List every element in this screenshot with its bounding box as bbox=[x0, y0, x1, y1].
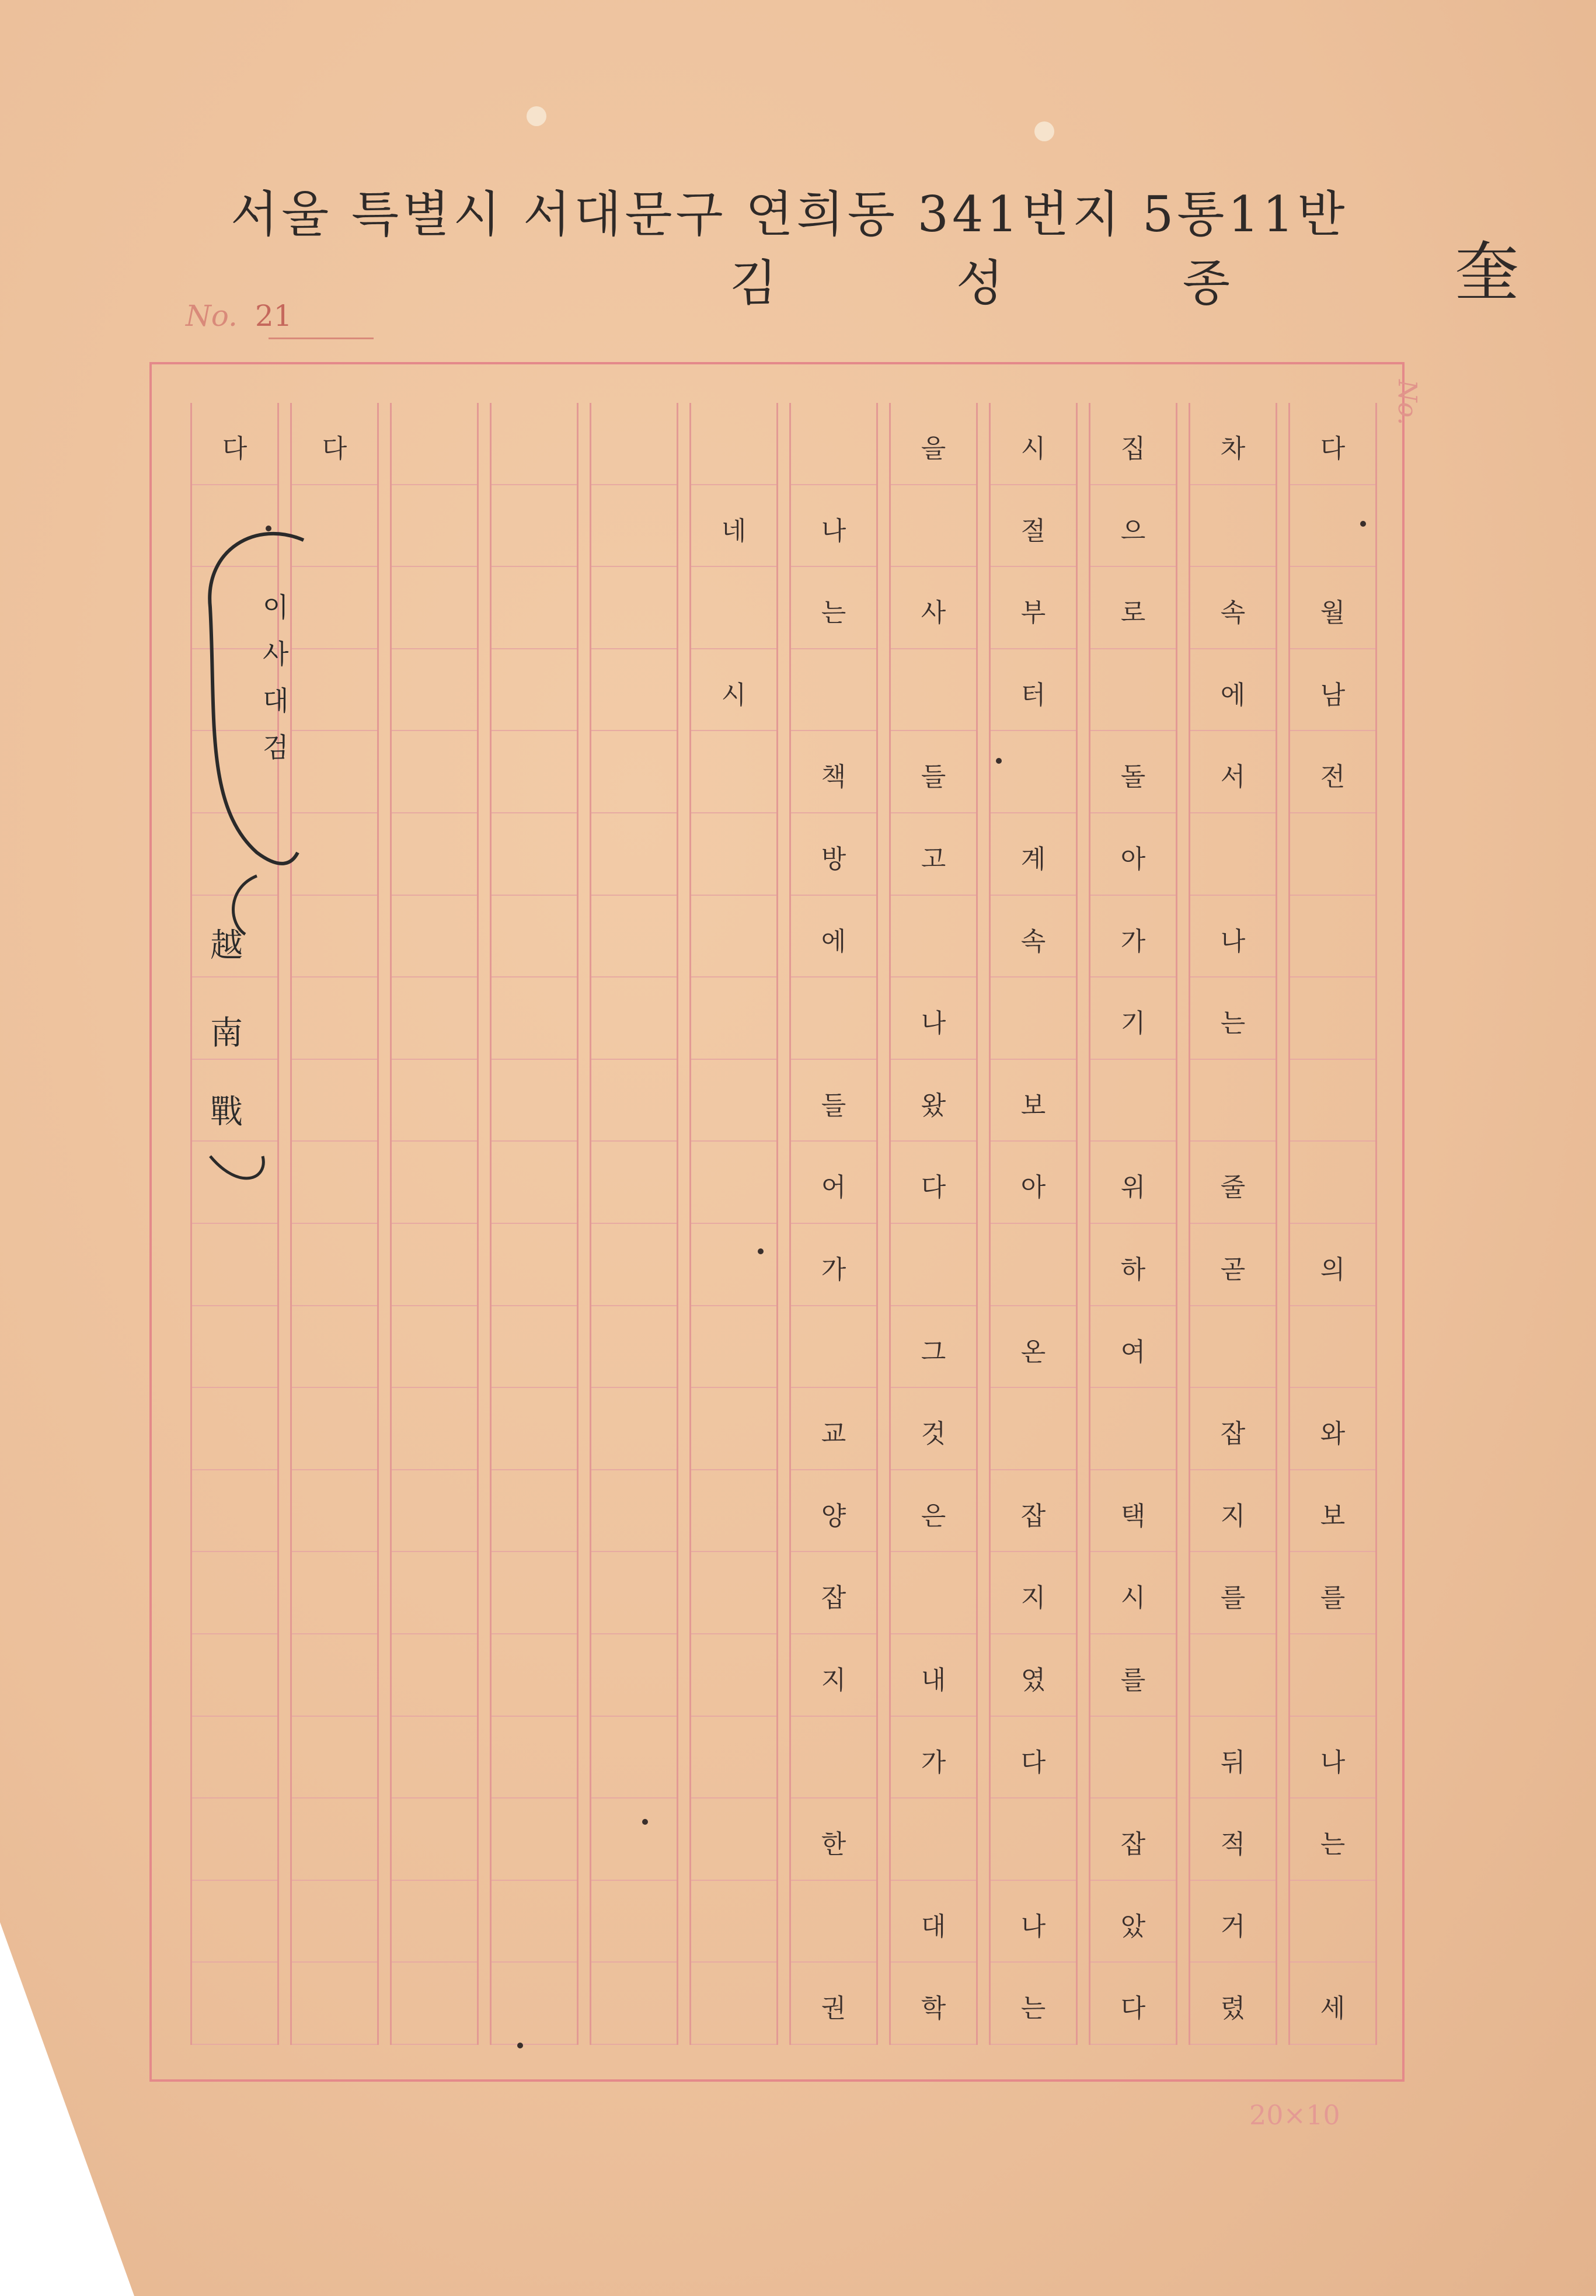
grid-character: 잡 bbox=[821, 1583, 846, 1613]
grid-cell bbox=[192, 1881, 277, 1963]
grid-cell bbox=[492, 485, 577, 568]
grid-cell bbox=[192, 1634, 277, 1717]
grid-cell bbox=[192, 1717, 277, 1799]
grid-character: 지 bbox=[1020, 1583, 1046, 1613]
grid-character: 에 bbox=[821, 926, 846, 956]
grid-character: 터 bbox=[1020, 680, 1046, 710]
grid-cell bbox=[292, 1388, 377, 1470]
grid-cell bbox=[292, 1881, 377, 1963]
grid-cell bbox=[492, 1306, 577, 1389]
grid-cell bbox=[591, 1881, 677, 1963]
grid-cell bbox=[891, 1798, 976, 1881]
grid-cell bbox=[392, 649, 477, 732]
grid-character: 나 bbox=[1020, 1911, 1046, 1942]
grid-character: 렸 bbox=[1220, 1994, 1246, 2024]
grid-cell bbox=[791, 1306, 876, 1389]
grid-cell bbox=[492, 1881, 577, 1963]
author-name: 김 성 종 bbox=[730, 255, 1312, 312]
grid-character: 절 bbox=[1020, 516, 1046, 546]
grid-cell bbox=[591, 485, 677, 568]
grid-cell bbox=[392, 1388, 477, 1470]
grid-character: 으 bbox=[1120, 516, 1146, 546]
grid-character: 속 bbox=[1020, 926, 1046, 956]
grid-character: 전 bbox=[1320, 762, 1346, 792]
ink-dot bbox=[758, 1248, 764, 1254]
grid-cell bbox=[791, 403, 876, 485]
grid-character: 여 bbox=[1120, 1337, 1146, 1367]
grid-cell bbox=[292, 1224, 377, 1306]
grid-cell bbox=[591, 567, 677, 649]
grid-cell bbox=[591, 649, 677, 732]
grid-cell bbox=[691, 1798, 776, 1881]
hanja-char: 南 bbox=[210, 1014, 243, 1052]
grid-cell bbox=[591, 1717, 677, 1799]
grid-character: 월 bbox=[1320, 598, 1346, 628]
grid-character: 적 bbox=[1220, 1829, 1246, 1860]
grid-character: 시 bbox=[1120, 1583, 1146, 1613]
grid-cell bbox=[1290, 896, 1375, 978]
grid-cell bbox=[492, 1142, 577, 1224]
grid-cell bbox=[492, 1388, 577, 1470]
grid-character: 다 bbox=[921, 1173, 946, 1203]
grid-character: 은 bbox=[921, 1501, 946, 1531]
grid-character: 택 bbox=[1120, 1501, 1146, 1531]
grid-column bbox=[889, 403, 978, 2045]
grid-character: 사 bbox=[921, 598, 946, 628]
grid-cell bbox=[492, 1717, 577, 1799]
grid-cell bbox=[591, 813, 677, 896]
grid-character: 가 bbox=[921, 1747, 946, 1777]
grid-character: 어 bbox=[821, 1173, 846, 1203]
grid-cell bbox=[591, 1224, 677, 1306]
grid-character: 를 bbox=[1320, 1583, 1346, 1613]
grid-character: 지 bbox=[1220, 1501, 1246, 1531]
grid-character: 교 bbox=[821, 1419, 846, 1449]
punch-hole bbox=[1034, 121, 1054, 141]
grid-character: 남 bbox=[1320, 680, 1346, 710]
grid-character: 았 bbox=[1120, 1911, 1146, 1942]
grid-character: 와 bbox=[1320, 1419, 1346, 1449]
grid-cell bbox=[392, 1552, 477, 1634]
grid-cell bbox=[192, 1388, 277, 1470]
grid-cell bbox=[392, 1060, 477, 1142]
grid-cell bbox=[591, 977, 677, 1060]
ink-dot bbox=[1360, 521, 1366, 527]
grid-cell bbox=[691, 1060, 776, 1142]
grid-cell bbox=[591, 1470, 677, 1553]
grid-character: 뒤 bbox=[1220, 1747, 1246, 1777]
grid-character: 다 bbox=[1020, 1747, 1046, 1777]
grid-cell bbox=[591, 1060, 677, 1142]
grid-cell bbox=[691, 1634, 776, 1717]
grid-cell bbox=[591, 1388, 677, 1470]
grid-cell bbox=[691, 1717, 776, 1799]
grid-cell bbox=[392, 1881, 477, 1963]
grid-cell bbox=[1290, 1634, 1375, 1717]
grid-column bbox=[789, 403, 878, 2045]
right-margin-label: No. bbox=[1392, 380, 1422, 426]
grid-cell bbox=[1190, 1306, 1276, 1389]
grid-cell bbox=[891, 485, 976, 568]
grid-character: 양 bbox=[821, 1501, 846, 1531]
grid-cell bbox=[492, 1552, 577, 1634]
grid-cell bbox=[691, 1306, 776, 1389]
punch-hole bbox=[527, 106, 546, 126]
grid-character: 권 bbox=[821, 1994, 846, 2024]
grid-cell bbox=[392, 403, 477, 485]
grid-cell bbox=[991, 977, 1076, 1060]
grid-character: 가 bbox=[821, 1255, 846, 1285]
grid-cell bbox=[392, 1470, 477, 1553]
grid-character: 다 bbox=[1320, 434, 1346, 464]
grid-cell bbox=[492, 1224, 577, 1306]
grid-character: 잡 bbox=[1120, 1829, 1146, 1860]
grid-character: 기 bbox=[1120, 1008, 1146, 1039]
grid-cell bbox=[1290, 1060, 1375, 1142]
grid-cell bbox=[392, 567, 477, 649]
grid-cell bbox=[292, 1963, 377, 2045]
grid-cell bbox=[392, 1798, 477, 1881]
grid-cell bbox=[591, 1306, 677, 1389]
grid-cell bbox=[1190, 813, 1276, 896]
grid-character: 시 bbox=[1020, 434, 1046, 464]
grid-column bbox=[1189, 403, 1277, 2045]
grid-cell bbox=[691, 1881, 776, 1963]
grid-cell bbox=[1090, 649, 1176, 732]
grid-column bbox=[989, 403, 1078, 2045]
grid-character: 를 bbox=[1120, 1665, 1146, 1695]
grid-cell bbox=[791, 649, 876, 732]
grid-cell bbox=[691, 1552, 776, 1634]
grid-character: 학 bbox=[921, 1994, 946, 2024]
grid-cell bbox=[591, 896, 677, 978]
grid-character: 세 bbox=[1320, 1994, 1346, 2024]
paper-size-label: 20×10 bbox=[1249, 2099, 1340, 2131]
grid-character: 아 bbox=[1120, 844, 1146, 874]
grid-cell bbox=[292, 1798, 377, 1881]
grid-column bbox=[1089, 403, 1177, 2045]
grid-character: 아 bbox=[1020, 1173, 1046, 1203]
hanja-char: 戰 bbox=[210, 1093, 243, 1131]
grid-cell bbox=[1290, 1306, 1375, 1389]
grid-cell bbox=[691, 1142, 776, 1224]
grid-cell bbox=[791, 1717, 876, 1799]
page-number bbox=[186, 299, 292, 333]
ink-dot bbox=[517, 2043, 523, 2048]
grid-character: 한 bbox=[821, 1829, 846, 1860]
grid-cell bbox=[691, 896, 776, 978]
grid-cell bbox=[392, 896, 477, 978]
grid-cell bbox=[492, 1470, 577, 1553]
grid-cell bbox=[791, 1881, 876, 1963]
grid-cell bbox=[991, 1388, 1076, 1470]
grid-character: 그 bbox=[921, 1337, 946, 1367]
grid-cell bbox=[691, 567, 776, 649]
grid-cell bbox=[691, 813, 776, 896]
grid-character: 나 bbox=[1220, 926, 1246, 956]
grid-character: 을 bbox=[921, 434, 946, 464]
grid-character: 왔 bbox=[921, 1090, 946, 1121]
grid-character: 거 bbox=[1220, 1911, 1246, 1942]
grid-character: 속 bbox=[1220, 598, 1246, 628]
grid-character: 대 bbox=[921, 1911, 946, 1942]
grid-character: 나 bbox=[821, 516, 846, 546]
grid-cell bbox=[591, 731, 677, 813]
grid-cell bbox=[192, 1963, 277, 2045]
ink-dot bbox=[996, 758, 1002, 764]
grid-cell bbox=[991, 1224, 1076, 1306]
grid-character: 의 bbox=[1320, 1255, 1346, 1285]
grid-cell bbox=[891, 649, 976, 732]
grid-character: 방 bbox=[821, 844, 846, 874]
grid-character: 내 bbox=[921, 1665, 946, 1695]
grid-cell bbox=[1090, 1388, 1176, 1470]
grid-character: 나 bbox=[1320, 1747, 1346, 1777]
grid-cell bbox=[392, 1634, 477, 1717]
grid-cell bbox=[492, 1798, 577, 1881]
grid-character: 하 bbox=[1120, 1255, 1146, 1285]
grid-cell bbox=[791, 977, 876, 1060]
manuscript-grid bbox=[190, 403, 1375, 2045]
grid-character: 잡 bbox=[1020, 1501, 1046, 1531]
grid-character: 네 bbox=[721, 516, 747, 546]
grid-cell bbox=[492, 1963, 577, 2045]
grid-character: 에 bbox=[1220, 680, 1246, 710]
grid-character: 다 bbox=[322, 434, 347, 464]
grid-cell bbox=[1190, 485, 1276, 568]
grid-column bbox=[390, 403, 479, 2045]
grid-character: 곧 bbox=[1220, 1255, 1246, 1285]
grid-character: 는 bbox=[1320, 1829, 1346, 1860]
grid-cell bbox=[492, 813, 577, 896]
grid-character: 는 bbox=[821, 598, 846, 628]
grid-cell bbox=[591, 1963, 677, 2045]
grid-cell bbox=[891, 896, 976, 978]
grid-cell bbox=[292, 1470, 377, 1553]
grid-character: 는 bbox=[1220, 1008, 1246, 1039]
ink-dot bbox=[266, 526, 271, 531]
grid-cell bbox=[392, 485, 477, 568]
grid-cell bbox=[492, 1060, 577, 1142]
grid-character: 지 bbox=[821, 1665, 846, 1695]
grid-cell bbox=[691, 1224, 776, 1306]
grid-cell bbox=[392, 977, 477, 1060]
grid-cell bbox=[991, 1798, 1076, 1881]
grid-character: 를 bbox=[1220, 1583, 1246, 1613]
grid-cell bbox=[691, 1388, 776, 1470]
grid-character: 위 bbox=[1120, 1173, 1146, 1203]
grid-cell bbox=[292, 1717, 377, 1799]
grid-character: 차 bbox=[1220, 434, 1246, 464]
grid-column bbox=[490, 403, 579, 2045]
grid-cell bbox=[392, 731, 477, 813]
grid-cell bbox=[1290, 1142, 1375, 1224]
grid-cell bbox=[392, 1306, 477, 1389]
grid-cell bbox=[1090, 1717, 1176, 1799]
grid-cell bbox=[192, 1470, 277, 1553]
grid-cell bbox=[1290, 813, 1375, 896]
grid-character: 온 bbox=[1020, 1337, 1046, 1367]
grid-character: 다 bbox=[1120, 1994, 1146, 2024]
grid-cell bbox=[492, 649, 577, 732]
grid-character: 다 bbox=[222, 434, 248, 464]
page-number-prefix: No. bbox=[186, 299, 238, 333]
grid-character: 보 bbox=[1020, 1090, 1046, 1121]
grid-column bbox=[689, 403, 778, 2045]
grid-cell bbox=[1090, 1060, 1176, 1142]
grid-column bbox=[590, 403, 678, 2045]
address-line: 서울 특별시 서대문구 연희동 341번지 5통11반 bbox=[231, 186, 1348, 243]
grid-cell bbox=[392, 1717, 477, 1799]
page-number-underline bbox=[269, 338, 374, 339]
grid-cell bbox=[492, 1634, 577, 1717]
grid-cell bbox=[691, 1963, 776, 2045]
grid-cell bbox=[691, 403, 776, 485]
page-number-value: 21 bbox=[255, 299, 292, 333]
grid-cell bbox=[591, 1552, 677, 1634]
grid-cell bbox=[392, 1224, 477, 1306]
grid-cell bbox=[492, 977, 577, 1060]
grid-character: 돌 bbox=[1120, 762, 1146, 792]
grid-character: 책 bbox=[821, 762, 846, 792]
grid-cell bbox=[492, 896, 577, 978]
hanja-char: 越 bbox=[210, 927, 243, 965]
grid-character: 였 bbox=[1020, 1665, 1046, 1695]
grid-cell bbox=[691, 1470, 776, 1553]
grid-cell bbox=[991, 731, 1076, 813]
grid-character: 들 bbox=[821, 1090, 846, 1121]
grid-character: 시 bbox=[721, 680, 747, 710]
grid-cell bbox=[492, 731, 577, 813]
grid-character: 계 bbox=[1020, 844, 1046, 874]
torn-corner bbox=[0, 1922, 134, 2296]
grid-character: 서 bbox=[1220, 762, 1246, 792]
grid-cell bbox=[591, 403, 677, 485]
grid-cell bbox=[1190, 1060, 1276, 1142]
grid-cell bbox=[591, 1634, 677, 1717]
grid-cell bbox=[691, 731, 776, 813]
grid-cell bbox=[192, 1224, 277, 1306]
grid-character: 들 bbox=[921, 762, 946, 792]
grid-character: 는 bbox=[1020, 1994, 1046, 2024]
grid-cell bbox=[591, 1798, 677, 1881]
grid-cell bbox=[891, 1224, 976, 1306]
grid-cell bbox=[1190, 1634, 1276, 1717]
grid-cell bbox=[891, 1552, 976, 1634]
grid-character: 고 bbox=[921, 844, 946, 874]
grid-column bbox=[1288, 403, 1377, 2045]
grid-cell bbox=[392, 813, 477, 896]
seal-character: 奎 bbox=[1455, 235, 1519, 309]
grid-cell bbox=[192, 1552, 277, 1634]
grid-character: 보 bbox=[1320, 1501, 1346, 1531]
grid-cell bbox=[1290, 977, 1375, 1060]
grid-cell bbox=[1290, 1881, 1375, 1963]
grid-cell bbox=[292, 1552, 377, 1634]
grid-cell bbox=[492, 403, 577, 485]
grid-character: 로 bbox=[1120, 598, 1146, 628]
grid-character: 집 bbox=[1120, 434, 1146, 464]
grid-cell bbox=[492, 567, 577, 649]
inserted-annotation-text: 이 사 대 검 bbox=[263, 592, 289, 763]
grid-character: 가 bbox=[1120, 926, 1146, 956]
grid-cell bbox=[292, 1634, 377, 1717]
ink-dot bbox=[642, 1819, 648, 1825]
grid-cell bbox=[292, 1306, 377, 1389]
grid-cell bbox=[192, 1798, 277, 1881]
grid-cell bbox=[591, 1142, 677, 1224]
grid-character: 줄 bbox=[1220, 1173, 1246, 1203]
grid-character: 부 bbox=[1020, 598, 1046, 628]
grid-cell bbox=[392, 1963, 477, 2045]
grid-character: 것 bbox=[921, 1419, 946, 1449]
grid-character: 나 bbox=[921, 1008, 946, 1039]
grid-character: 잡 bbox=[1220, 1419, 1246, 1449]
grid-cell bbox=[691, 977, 776, 1060]
grid-cell bbox=[392, 1142, 477, 1224]
grid-cell bbox=[192, 1306, 277, 1389]
